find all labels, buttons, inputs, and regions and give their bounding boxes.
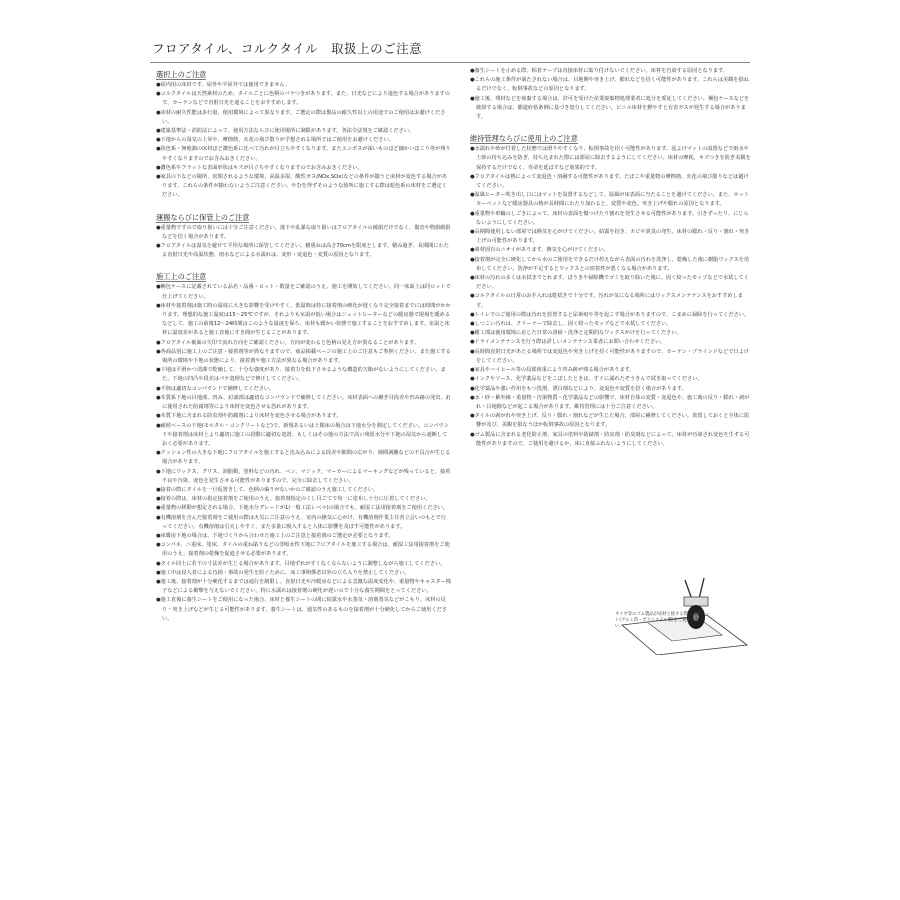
- section-gap: [156, 201, 451, 210]
- notice-item: ●床材の耐久性能は歩行量、使用環境によって異なります。ご選定の際は製品の耐久性以上の用途でのご使用はお避けください。: [156, 109, 446, 125]
- section-heading-text: 選択上のご注意: [156, 70, 207, 79]
- notice-item: ●木質系下地の目地部、凹み、釘頭部は適切なコンパウンドで補修してください。床材表面への継ぎ目段差や凹み跡の発出、釘に使用された防錆剤等により床材を変色させる恐れがあります。: [156, 394, 451, 411]
- section-heading-text: 維持管理ならびに使用上のご注意: [470, 134, 578, 144]
- notice-item: ●淡色系・無地調の床材ほど濃色系に比べて汚れが目立ちやすくなります。またエンボスが深いものほど細かいほこり等が残りやすくなりますのでお含みおきください。: [156, 146, 451, 162]
- notice-item: ●家具やハイヒール等の局部荷重により凹み跡が残る場合があります。: [470, 367, 635, 374]
- notice-item: ●下地からの湿気の上昇や、摩擦熱、火花の飛び散りが予想される場所ではご使用をお避けください。: [156, 137, 394, 144]
- notice-item: ●接着剤が完全に硬化してから水のご使用をできるだけ控えながら表面の汚れを洗浄し、乾燥した後に樹脂ワックスを塗布してください。洗浄が不足するとワックスとの密着性が悪くなる場合があります。: [470, 256, 750, 272]
- notice-item: ●化学薬品や強い作用をもつ洗剤、漂白剤などにより、変退色や変質を招く場合があります。: [470, 385, 687, 392]
- notice-item: ●接着の際は、床材の指定接着剤をご使用のうえ、接着剤指定のくし目ごてで均一に塗布し十分に圧着してください。: [156, 496, 431, 503]
- notice-item: ●養生シートを止める際、粘着テープは直接床材に貼り付けないでください。床材を汚染する原因となります。: [470, 68, 729, 74]
- notice-item: ●素材固有のニオイがあります。換気を心がけてください。: [470, 247, 609, 254]
- section-heading: [470, 133, 752, 144]
- notice-item: ●床材や接着剤は施工時の温度に大きな影響を受けやすく、低温時は特に接着剤の硬化が遅くなり完全接着までには時間がかかります。理想的な施工温度は15～25℃ですが、それよりも室温が低い場合はジェットヒーターなどの暖房器で現場を暖めるなどして、施工の前後12～24時間はこのような温度を保ち、床材も暖かい状態で施工することをおすすめします。室温と床材に温度差があると施工直後にすき間が生じることがあります。: [156, 302, 451, 337]
- notice-item: ●これらの施工条件が満たされない場合は、目地開や突き上げ、膨れなどを招く可能性があります。これらは美観を損ねるだけでなく、転倒事故などの原因となります。: [470, 77, 749, 93]
- notice-item: ●濃色系やフラットな表面形状はキズが目立ちやすくなりますのでお含みおきください。: [156, 164, 363, 171]
- notice-item: ●コルクタイルは天然素材のため、タイルごとに色柄のバラつきがあります。また、日光などにより退色する場合がありますので、カーテンなどで直射日光を遮ることをおすすめします。: [156, 91, 450, 107]
- notice-item: ●耐候ベースの下地(モルタル・コンクリートなど)で、新規あるいは土間床の場合は下地水分を測定してください。コンパウンドや接着剤は床材上より適切に施工の段階に適切な処置、もしくはその他の方法で高い残留水分や下地の湿気から遮断しておく必要があります。: [156, 422, 449, 447]
- notice-item: ●コンパネ、ニ重床、塗床、タイルの重ね貼りなどの非吸水性下地にフロアタイルを施工する場合は、耐湿工法用接着剤をご使用のうえ、接着剤の乾燥を促進させる必要があります。: [156, 542, 450, 558]
- notice-item: ●フロアタイルは熱によって変退色・溶融する可能性があります。たばこや重量物の摩擦熱、火花の飛び散りなどは避けてください。: [470, 173, 749, 190]
- notice-item: ●長期間使用しない部屋では換気を心がけてください。結露を招き、カビや異臭の発生、床材の膨れ・反り・割れ・突き上げの可能性があります。: [470, 229, 750, 245]
- notice-item: ●床材の汚れの多くは水拭きでとれます。ほうきや掃除機でゴミを取り除いた後に、固く絞ったモップなどで水拭してください。: [470, 275, 749, 291]
- notice-item: ●ドライメンテナンスを行う際は詳しいメンテナンス業者にお問い合わせください。: [470, 339, 666, 346]
- notice-item: ●下地は平滑かつ清潔で乾燥して、十分な強度があり、接着力を低下させるような構造的欠陥がないようにしてください。また、下地の凹凸や段差はパテ処理などで修正してください。: [156, 367, 446, 383]
- section-heading: [156, 271, 451, 282]
- notice-item: ●重量物ですので取り扱いには十分ご注意ください。落下や乱暴な取り扱いはフロアタイルの破損だけでなく、傷害や物損破損などを招く場合があります。: [156, 224, 451, 240]
- notice-item: ●樹工部は使用環境に応じた日常の清掃・洗浄と定期的なワックスがけを行ってください。: [470, 330, 682, 337]
- notice-item: ●重量物の移動が想定される場合、下地水分グレードが1(一般工法レベル)の場合でも、耐湿工法用接着剤をご使用ください。: [156, 505, 449, 512]
- notice-item: ●施工後、接着剤が十分硬化するまでは通行を制限し、直射日光や冷暖房などによる急激な温度変化や、重量物やキャスター椅子などによる衝撃を与えないでください。特に水濡れは接着剤の硬化が遅いので十分な養生期間をとってください。: [156, 578, 451, 595]
- notice-item: ●フロアタイルは湿気を避けて平坦な場所に保管してください。積重ねは高さ70cmを限度とします。積み過ぎ、長期間にわたる直射日光や高温状態、雨水などによる水濡れは、変形・変退色・変質の原因となります。: [156, 243, 449, 259]
- notice-item: ●施工直後に養生シートをご使用になった場合、床材と養生シートの間に結露水や水蒸気・溶剤蒸気などがこもり、床材の反り・突き上げなどが生じる可能性があります。養生シートは、通気性のあるものを接着剤が十分硬化してからご使用ください。: [156, 597, 447, 622]
- notice-item: ●しつこい汚れは、クリーナーで除去し、固く絞ったモップなどで水拭してください。: [470, 321, 672, 328]
- section-gap: [470, 122, 752, 131]
- notice-item: ●梱包ケースに記載されている品名・品番・ロット・数量をご確認のうえ、施工を開始してください。同一床面上は同ロットで仕上げてください。: [156, 284, 451, 300]
- notice-item: ●フロアタイル裏面の矢印で流れ方向をご確認ください。方向が変わると色柄の見え方が異なることがあります。: [156, 339, 420, 346]
- notice-item: ●施工後、残材などを廃棄する場合は、許可を受けた産業廃棄物処理業者に処分を委託してください。梱包ケースなどを焼却する場合は、都道府県条例に基づき処分してください。ビニル床材を燃やすと有害ガスが発生する場合があります。: [470, 95, 750, 121]
- page-title: フロアタイル、コルクタイル 取扱上のご注意: [152, 41, 423, 56]
- section-heading-text: 運搬ならびに保管上のご注意: [156, 212, 250, 222]
- notice-item: ●不陸は適切なコンパウンドで補修してください。: [156, 385, 275, 392]
- notice-item: ●温風ヒーター吹き出し口にはマットを設置するなどして、温風が床表面に当たることを避けてください。また、ホットカーペットなど暖房器具の熱が長時間にわたり加わると、変質や変色、突き上げや膨れの原因となります。: [470, 192, 749, 208]
- section-heading-text: 施工上のご注意: [156, 272, 207, 282]
- notice-item: ●トイレでのご使用の際は汚れを放置すると尿素痕や等を起こす場合がありますので、こまめに掃除を行ってください。: [470, 311, 750, 318]
- notice-item: ●インクやソース、化学薬品などをこぼしたときは、すぐに濡れたぞうきんで拭き取ってください。: [470, 376, 703, 383]
- notice-item: ●木質下地に含まれる防虫剤や防腐剤により床材を変色させる場合があります。: [156, 413, 342, 420]
- caster-bracket: [684, 597, 708, 606]
- notice-item: ●クッション性の大きな下地にフロアタイルを施工すると沈み込みによる段差や隙間の広がり、層間剥離などの不具合が生じる場合があります。: [156, 450, 451, 466]
- notice-item: ●接着の際にタイルを一旦仮置きして、色柄の偏りがないかのご確認のうえ施工してください。: [156, 486, 379, 493]
- illustration-caption: タイヤ等のゴム製品が床材と接する際は保護シート(アルミ箔・ポリエステル製)をご使用ください。: [615, 612, 710, 629]
- section-heading: [156, 212, 451, 223]
- notice-item: ●重量物や車輪のしごきによって、床材の表面を傷つけたり割れを発生させる可能性があります。引きずったり、にじらないようにしてください。: [470, 210, 749, 226]
- notice-item: ●タイルの剥がれや突き上げ、反り・膨れ・割れなどが生じた場合、部屋に補修してください。放置しておくと全体に影響が及び、美観を損なうほか転倒事故の原因となります。: [470, 413, 750, 429]
- notice-item: ●建築基準法・消防法によって、使用方法ならびに使用場所に制限があります。各法令法規をご確認ください。: [156, 128, 415, 135]
- title-divider: [150, 62, 750, 63]
- notice-item: ●長時間直射日光があたる場所では変退色や突き上げを招く可能性がありますので、カーテン・ブラインドなどで日よけをしてください。: [470, 348, 749, 364]
- right-column: [470, 67, 752, 449]
- notice-item: ●ゴム製品に含まれる老化防止剤、家具の塗料や防錆剤・防虫剤・防臭剤などによって、床材が汚染され変色を生ずる可能性がありますので、ご使用を避けるか、床に直接ふれないようにしてください。: [470, 431, 750, 447]
- notice-item: ●各商品別に施工上のご注意・接着剤等が異なりますので、商品掲載ページの施工上のご注意もご参照ください。また施工する場所の環境や下地の状態により、接着剤や施工方法が異なる場合があります。: [156, 348, 451, 365]
- notice-item: ●床暖房下地の場合は、下地づくりから合わせた施工上のご注意と接着剤のご選定が必要となります。: [156, 532, 394, 539]
- notice-item: ●コルクタイルの日常のお手入れは乾拭きで十分です。汚れが気になる場所にはワックスメンテナンスをおすすめします。: [470, 293, 743, 309]
- notice-item: ●屋内用の床材です。屋外や半屋外では使用できません。: [156, 82, 291, 88]
- notice-item: ●有機溶剤を含んだ接着剤をご使用の際は火気にご注意のうえ、室内の換気に心がけ、有機溶剤作業主任者立会いのもとで行ってください。有機溶剤は引火しやすく、また多量に吸入すると人体に影響を及ぼす可能性があります。: [156, 514, 446, 530]
- section-heading: [156, 69, 451, 80]
- notice-item: ●水・砂・紫外線・重量物・汚染物質・化学薬品などの影響で、床材自体の変質・変退色や、施工後の反り・膨れ・剥がれ・目地隙などが起こる場合があります。維持管理には十分ご注意ください。: [470, 394, 750, 410]
- notice-item: ●家具の下などの陽所、密閉されるような環境、高温多湿、酸性ガス(NOx,SOx)などの条件が揃うと床材が変色する場合があります。これらの条件が揃わないようご注意ください。やむを得ずそのような箇所に施工する際は暗色系の床材をご選定ください。: [156, 174, 448, 199]
- section-gap: [156, 260, 451, 269]
- notice-item: ●水濡れや砂が付着した状態では滑りやすくなり、転倒事故を招く可能性があります。泥よけマットの設置などで雨水や土砂の持ち込みを防ぎ、持ち込まれた際には部屋に除去するようにしてください。床材の摩耗、キズつきを防ぎ美観を保持するだけでなく、寿命を延ばすなど効果的です。: [470, 146, 751, 171]
- notice-item: ●施工中は侵入者による汚損・事故の発生を防ぐために、床工事関係者以外の立ち入りを禁止してください。: [156, 569, 410, 576]
- notice-item: ●タイル同士に若干の寸法差が生じる場合があります。目地ずれがすくなくならないように調整しながら施工してください。: [156, 560, 446, 567]
- left-column: [156, 67, 451, 624]
- notice-item: ●下地にワックス、グリス、油脂類、塗料などの汚れ、ペン、マジック、マーカーによるマーキングなどが残っていると、接着不良や汚染、変色を発生させる可能性がありますので、完全に除去してください。: [156, 468, 451, 484]
